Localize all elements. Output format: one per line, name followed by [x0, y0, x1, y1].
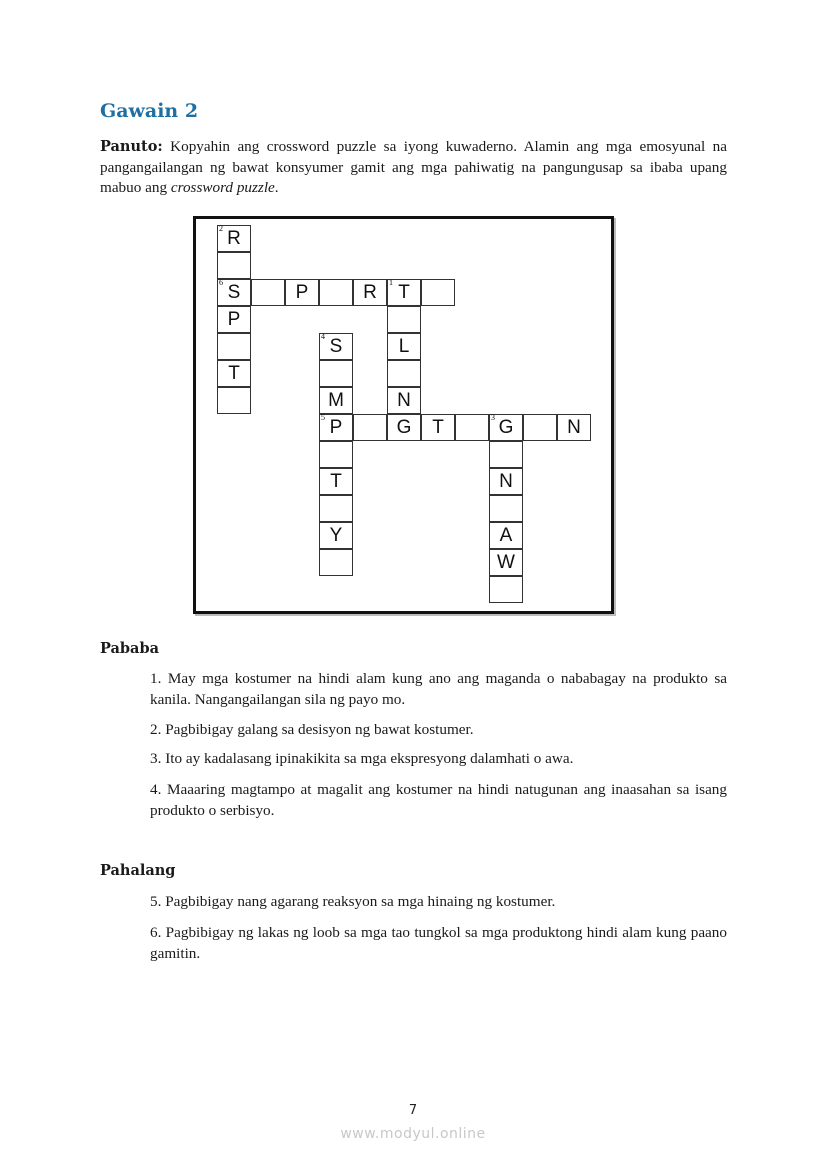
cell-letter: P [329, 416, 343, 438]
crossword-cell [319, 495, 353, 522]
crossword-cell [455, 414, 489, 441]
down-clue-2: 2. Pagbibigay galang sa desisyon ng bawat kostumer. [150, 721, 474, 738]
crossword-cell [217, 252, 251, 279]
page-number: 7 [408, 1103, 418, 1118]
cell-letter: Y [329, 524, 343, 546]
crossword-cell [217, 360, 251, 387]
activity-title: Gawain 2 [100, 100, 199, 122]
cell-letter: P [227, 308, 241, 330]
crossword-cell [319, 279, 353, 306]
crossword-cell [387, 306, 421, 333]
cell-letter: W [497, 551, 515, 573]
cell-letter: T [398, 281, 410, 303]
crossword-cell [421, 414, 455, 441]
crossword-cell [387, 360, 421, 387]
instructions: Panuto: Kopyahin ang crossword puzzle sa iyong kuwaderno. Alamin ang mga emosyunal na pangangailangan ng bawat konsyumer gamit ang mga pahiwatig na pangungusap sa ibaba upang mabuo ang crossword puzzle. [100, 138, 727, 196]
cell-letter: N [499, 470, 513, 492]
down-clue-4: 4. Maaaring magtampo at magalit ang kostumer na hindi natugunan ang inaasahan sa isang produkto o serbisyo. [150, 781, 727, 819]
crossword-cell [319, 414, 353, 441]
crossword-cell [489, 468, 523, 495]
down-heading: Pababa [100, 640, 159, 657]
instructions-label: Panuto: [100, 138, 163, 155]
crossword-cell [557, 414, 591, 441]
cell-letter: N [397, 389, 411, 411]
cell-letter: G [396, 416, 412, 438]
across-clue-6: 6. Pagbibigay ng lakas ng loob sa mga tao tungkol sa mga produktong hindi alam kung paano gamitin. [150, 924, 727, 962]
crossword-cell [353, 414, 387, 441]
cell-letter: T [432, 416, 444, 438]
crossword-cell [319, 468, 353, 495]
instructions-text: Kopyahin ang crossword puzzle sa iyong kuwaderno. Alamin ang mga emosyunal na pangangailangan ng bawat konsyumer gamit ang mga pahiwatig na pangungusap sa ibaba upang mabuo ang [100, 138, 727, 196]
crossword-cell [251, 279, 285, 306]
crossword-cell [319, 333, 353, 360]
crossword-cell [421, 279, 455, 306]
clue-number: 6 [219, 278, 223, 287]
cell-letter: L [398, 335, 410, 357]
crossword-cell [387, 387, 421, 414]
cell-letter: R [363, 281, 377, 303]
crossword-cell [489, 495, 523, 522]
instructions-italic: crossword puzzle [170, 179, 275, 196]
crossword-cell [319, 387, 353, 414]
cell-letter: M [328, 389, 344, 411]
crossword-cell [285, 279, 319, 306]
crossword-cell [387, 333, 421, 360]
crossword-cell [217, 279, 251, 306]
across-heading: Pahalang [100, 862, 176, 879]
crossword-cell [319, 360, 353, 387]
crossword-puzzle [193, 216, 614, 614]
cell-letter: S [227, 281, 241, 303]
crossword-cell [489, 576, 523, 603]
clue-number: 2 [219, 224, 223, 233]
cell-letter: R [227, 227, 241, 249]
crossword-cell [489, 414, 523, 441]
crossword-cell [387, 279, 421, 306]
crossword-cell [489, 549, 523, 576]
cell-letter: G [498, 416, 514, 438]
cell-letter: T [228, 362, 240, 384]
crossword-cell [353, 279, 387, 306]
cell-letter: P [295, 281, 309, 303]
crossword-cell [319, 441, 353, 468]
crossword-cell [489, 441, 523, 468]
crossword-cell [319, 549, 353, 576]
crossword-cell [217, 306, 251, 333]
crossword-cell [319, 522, 353, 549]
across-clue-5: 5. Pagbibigay nang agarang reaksyon sa mga hinaing ng kostumer. [150, 893, 556, 910]
crossword-cell [489, 522, 523, 549]
down-clue-3: 3. Ito ay kadalasang ipinakikita sa mga ekspresyong dalamhati o awa. [150, 750, 574, 767]
crossword-cell [217, 225, 251, 252]
watermark: www.modyul.online [340, 1126, 486, 1142]
cell-letter: A [499, 524, 513, 546]
crossword-cell [523, 414, 557, 441]
clue-number: 4 [321, 332, 325, 341]
clue-number: 5 [321, 413, 325, 422]
crossword-cell [387, 414, 421, 441]
crossword-cell [217, 387, 251, 414]
cell-letter: N [567, 416, 581, 438]
down-clue-1: 1. May mga kostumer na hindi alam kung ano ang maganda o nababagay na produkto sa kanila. Nangangailangan sila ng payo mo. [150, 670, 727, 708]
cell-letter: S [329, 335, 343, 357]
clue-number: 1 [389, 278, 393, 287]
crossword-cell [217, 333, 251, 360]
cell-letter: T [330, 470, 342, 492]
clue-number: 3 [491, 413, 495, 422]
